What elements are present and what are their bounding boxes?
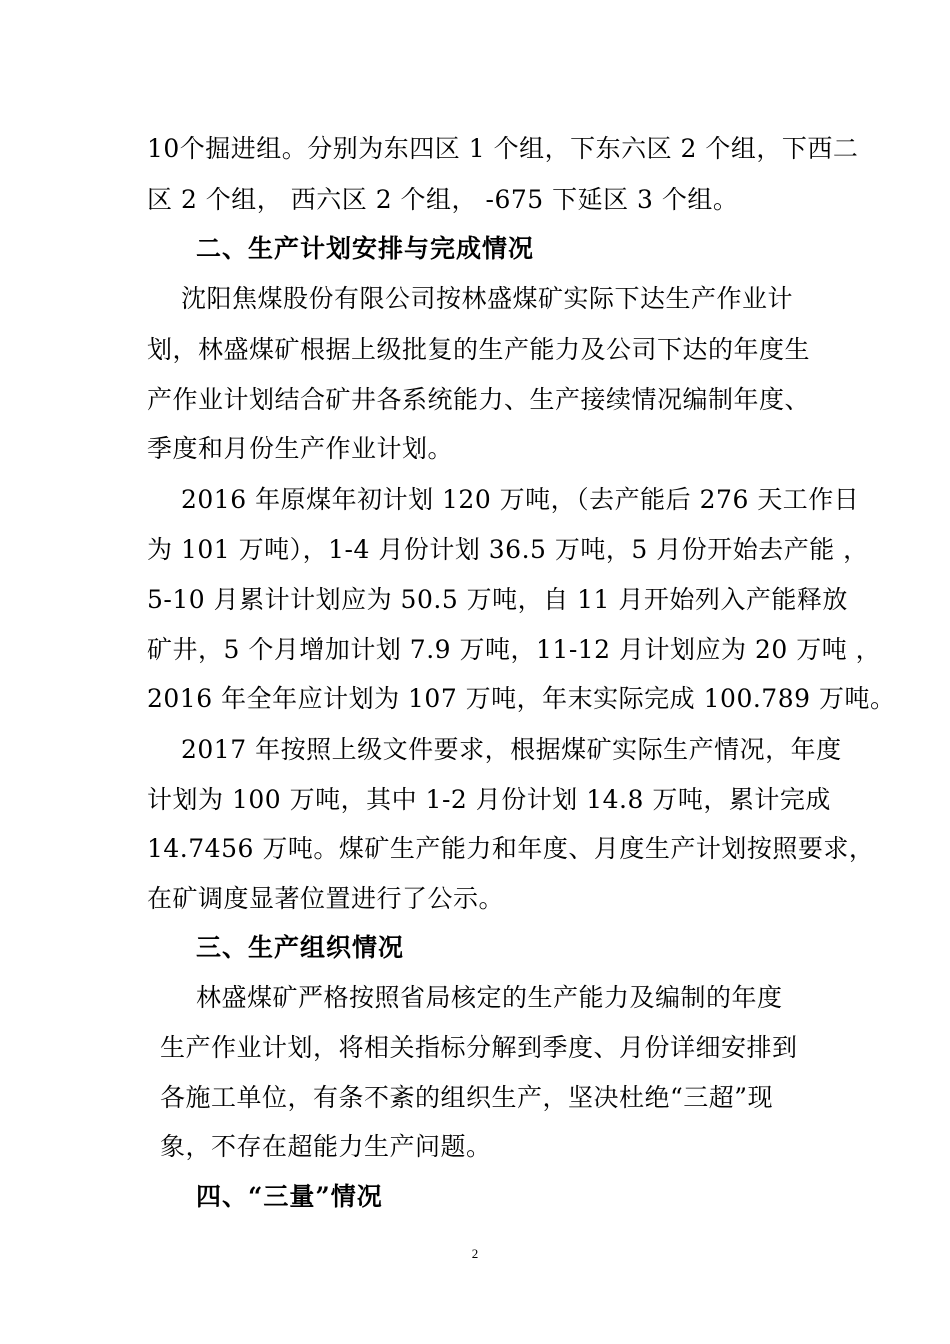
paragraph-4-line-1: 2016 年原煤年初计划 120 万吨，（去产能后 276 天工作日	[181, 485, 860, 514]
paragraph-3-line-4: 季度和月份生产作业计划。	[147, 434, 454, 463]
paragraph-5-line-3: 14.7456 万吨。煤矿生产能力和年度、月度生产计划按照要求，	[147, 834, 875, 863]
paragraph-5-line-1: 2017 年按照上级文件要求，根据煤矿实际生产情况，年度	[181, 735, 842, 764]
section-heading-2: 二、生产计划安排与完成情况	[196, 234, 535, 263]
paragraph-3-line-2: 划，林盛煤矿根据上级批复的生产能力及公司下达的年度生	[147, 335, 811, 364]
paragraph-4-line-5: 2016 年全年应计划为 107 万吨，年末实际完成 100.789 万吨。	[147, 684, 896, 713]
paragraph-4-line-2: 为 101 万吨），1-4 月份计划 36.5 万吨，5 月份开始去产能 ，	[147, 535, 869, 564]
paragraph-5-line-2: 计划为 100 万吨，其中 1-2 月份计划 14.8 万吨，累计完成	[147, 785, 831, 814]
section-heading-4: 四、“三量”情况	[196, 1182, 383, 1211]
paragraph-5-line-4: 在矿调度显著位置进行了公示。	[147, 884, 505, 913]
paragraph-1-line-2: 区 2 个组， 西六区 2 个组， -675 下延区 3 个组。	[147, 185, 739, 214]
page-number: 2	[471, 1246, 479, 1261]
paragraph-7-line-4: 象，不存在超能力生产问题。	[160, 1132, 492, 1161]
paragraph-7-line-3: 各施工单位，有条不紊的组织生产，坚决杜绝“三超”现	[160, 1083, 774, 1112]
paragraph-4-line-4: 矿井，5 个月增加计划 7.9 万吨，11-12 月计划应为 20 万吨 ，	[147, 635, 882, 664]
paragraph-3-line-3: 产作业计划结合矿井各系统能力、生产接续情况编制年度、	[147, 385, 811, 414]
section-heading-3: 三、生产组织情况	[196, 933, 405, 962]
paragraph-3-line-1: 沈阳焦煤股份有限公司按林盛煤矿实际下达生产作业计	[181, 284, 794, 313]
paragraph-7-line-1: 林盛煤矿严格按照省局核定的生产能力及编制的年度	[196, 983, 783, 1012]
paragraph-4-line-3: 5-10 月累计计划应为 50.5 万吨，自 11 月开始列入产能释放	[147, 585, 848, 614]
paragraph-1-line-1: 10个掘进组。分别为东四区 1 个组，下东六区 2 个组，下西二	[147, 134, 859, 163]
paragraph-7-line-2: 生产作业计划，将相关指标分解到季度、月份详细安排到	[160, 1033, 798, 1062]
